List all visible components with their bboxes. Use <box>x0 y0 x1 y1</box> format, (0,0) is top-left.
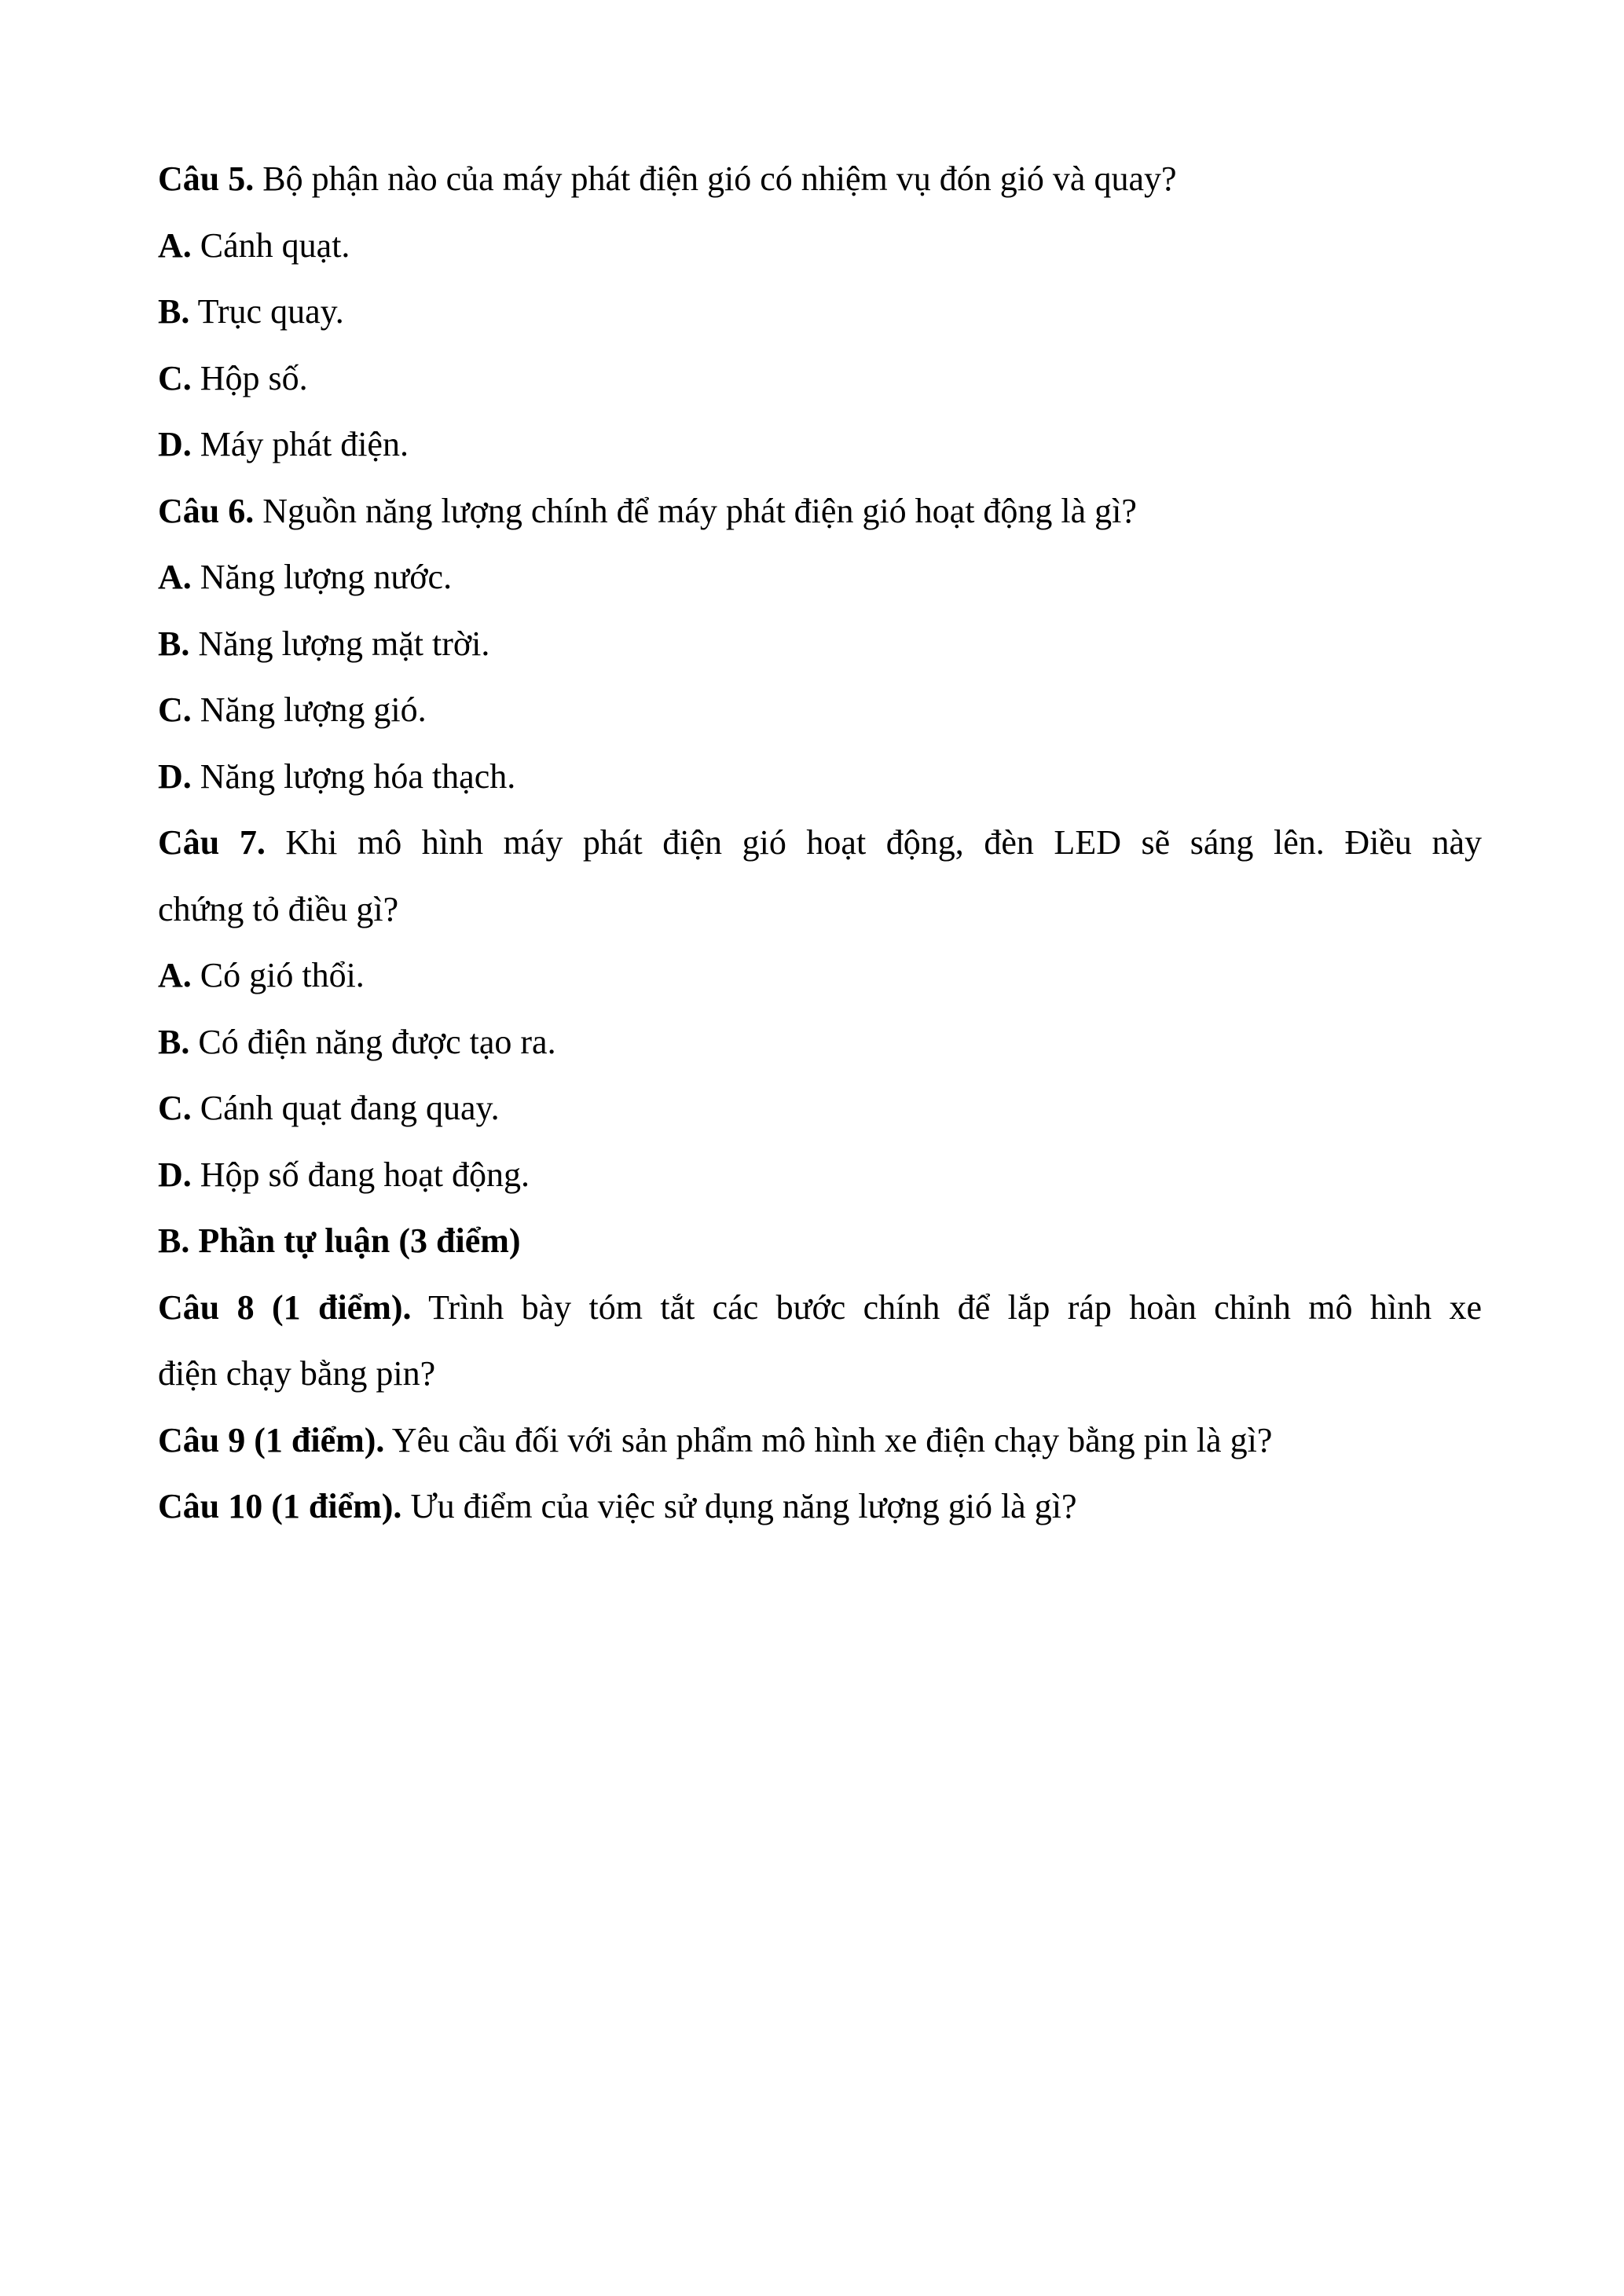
question-7 <box>158 810 1482 877</box>
option-text: Cánh quạt. <box>191 225 350 265</box>
question-6 <box>158 478 1482 545</box>
option-key: C. <box>158 690 192 729</box>
option-key: B. <box>158 624 190 663</box>
option-text: Có điện năng được tạo ra. <box>189 1022 556 1061</box>
option-d <box>158 1142 1482 1209</box>
option-key: C. <box>158 1089 192 1127</box>
option-key: D. <box>158 425 192 463</box>
option-b <box>158 611 1482 678</box>
option-key: D. <box>158 1155 192 1194</box>
question-8 <box>158 1275 1482 1342</box>
question-5 <box>158 146 1482 213</box>
question-9 <box>158 1408 1482 1474</box>
question-label: Câu 9 (1 điểm). <box>158 1420 385 1459</box>
question-8-cont: điện chạy bằng pin? <box>158 1354 436 1393</box>
document-page <box>158 146 1482 1540</box>
option-d <box>158 412 1482 478</box>
option-key: A. <box>158 558 192 596</box>
option-text: Năng lượng nước. <box>191 558 453 596</box>
option-text: Trục quay. <box>189 292 344 331</box>
option-c <box>158 677 1482 744</box>
option-a <box>158 943 1482 1009</box>
option-text: Năng lượng gió. <box>191 690 427 729</box>
option-a <box>158 544 1482 611</box>
option-text: Hộp số. <box>191 358 308 397</box>
option-c <box>158 1075 1482 1142</box>
option-key: D. <box>158 756 192 796</box>
option-text: Có gió thổi. <box>191 956 365 994</box>
question-label: Câu 7. <box>158 823 266 862</box>
question-10 <box>158 1474 1482 1540</box>
option-b <box>158 279 1482 346</box>
option-d <box>158 744 1482 811</box>
option-text: Máy phát điện. <box>191 425 409 463</box>
question-label: Câu 10 (1 điểm). <box>158 1487 402 1525</box>
option-key: B. <box>158 292 190 331</box>
option-key: B. <box>158 1022 190 1061</box>
option-key: A. <box>158 956 192 994</box>
question-text: Khi mô hình máy phát điện gió hoạt động, đèn LED sẽ sáng lên. Điều này <box>265 823 1482 862</box>
question-label: Câu 6. <box>158 491 255 530</box>
section-b-heading <box>158 1208 1482 1275</box>
option-text: Năng lượng hóa thạch. <box>191 756 516 796</box>
question-text: Bộ phận nào của máy phát điện gió có nhiệm vụ đón gió và quay? <box>254 159 1177 198</box>
option-c <box>158 346 1482 412</box>
question-label: Câu 5. <box>158 159 255 198</box>
question-label: Câu 8 (1 điểm). <box>158 1287 412 1327</box>
question-text: Nguồn năng lượng chính để máy phát điện gió hoạt động là gì? <box>254 491 1137 530</box>
question-text: Yêu cầu đối với sản phẩm mô hình xe điện chạy bằng pin là gì? <box>384 1420 1273 1459</box>
section-title: B. Phần tự luận (3 điểm) <box>158 1221 521 1260</box>
question-text: Ưu điểm của việc sử dụng năng lượng gió là gì? <box>401 1487 1077 1525</box>
option-text: Năng lượng mặt trời. <box>189 624 490 663</box>
option-key: A. <box>158 225 192 265</box>
question-7-cont: chứng tỏ điều gì? <box>158 889 399 928</box>
option-b <box>158 1009 1482 1076</box>
option-key: C. <box>158 358 192 397</box>
question-text: Trình bày tóm tắt các bước chính để lắp ráp hoàn chỉnh mô hình xe <box>411 1287 1482 1327</box>
option-text: Hộp số đang hoạt động. <box>191 1155 530 1194</box>
option-text: Cánh quạt đang quay. <box>191 1089 500 1127</box>
option-a <box>158 213 1482 280</box>
